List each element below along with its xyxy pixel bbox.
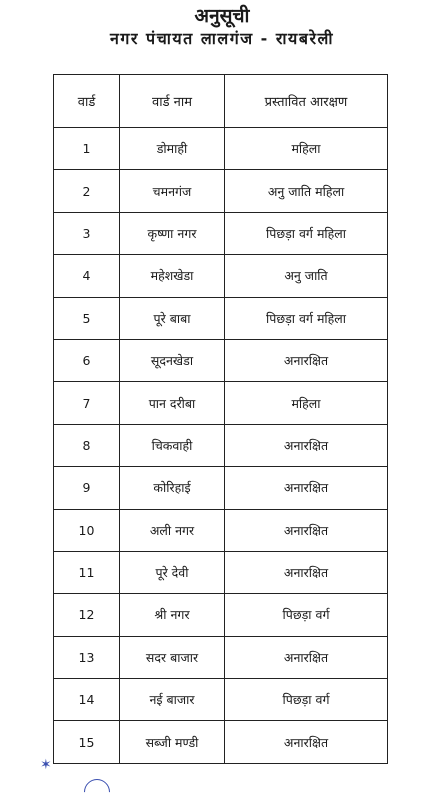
table-row: [54, 594, 388, 636]
cell-reservation: पिछड़ा वर्ग: [225, 594, 388, 636]
cell-reservation: अनारक्षित: [225, 551, 388, 593]
table-row: [54, 255, 388, 297]
cell-reservation: अनारक्षित: [225, 339, 388, 381]
table-row: [54, 297, 388, 339]
cell-reservation: पिछड़ा वर्ग: [225, 679, 388, 721]
cell-ward-name: महेशखेडा: [120, 255, 225, 297]
cell-ward-name: सब्जी मण्डी: [120, 721, 225, 763]
document-subtitle: नगर पंचायत लालगंज - रायबरेली: [109, 29, 334, 48]
cell-ward-name: कृष्णा नगर: [120, 212, 225, 254]
table-row: [54, 339, 388, 381]
cell-reservation: अनारक्षित: [225, 509, 388, 551]
table-row: [54, 212, 388, 254]
cell-ward: 4: [54, 255, 120, 297]
column-header-ward-name: वार्ड नाम: [120, 75, 225, 128]
cell-ward: 3: [54, 212, 120, 254]
cell-ward: 12: [54, 594, 120, 636]
cell-ward-name: कोरिहाई: [120, 467, 225, 509]
table-row: [54, 509, 388, 551]
cell-reservation: महिला: [225, 128, 388, 170]
table-row: [54, 170, 388, 212]
cell-ward: 10: [54, 509, 120, 551]
pen-arc-icon: [79, 774, 116, 810]
column-header-ward: वार्ड: [54, 75, 120, 128]
table-row: [54, 679, 388, 721]
cell-ward: 1: [54, 128, 120, 170]
table-row: [54, 551, 388, 593]
cell-ward-name: नई बाजार: [120, 679, 225, 721]
cell-reservation: अनारक्षित: [225, 424, 388, 466]
cell-ward-name: सूदनखेडा: [120, 339, 225, 381]
cell-ward-name: श्री नगर: [120, 594, 225, 636]
column-header-reservation: प्रस्तावित आरक्षण: [225, 75, 388, 128]
cell-reservation: अनारक्षित: [225, 467, 388, 509]
cell-reservation: पिछड़ा वर्ग महिला: [225, 297, 388, 339]
cell-ward: 2: [54, 170, 120, 212]
cell-reservation: महिला: [225, 382, 388, 424]
cell-ward: 11: [54, 551, 120, 593]
cell-ward-name: अली नगर: [120, 509, 225, 551]
cell-reservation: अनारक्षित: [225, 636, 388, 678]
cell-reservation: अनु जाति: [225, 255, 388, 297]
star-icon: ✶: [40, 757, 52, 773]
cell-ward: 5: [54, 297, 120, 339]
table-row: [54, 128, 388, 170]
cell-ward-name: सदर बाजार: [120, 636, 225, 678]
table-body: [54, 128, 388, 764]
cell-reservation: अनारक्षित: [225, 721, 388, 763]
cell-ward: 9: [54, 467, 120, 509]
table-row: [54, 424, 388, 466]
cell-reservation: अनु जाति महिला: [225, 170, 388, 212]
cell-ward: 8: [54, 424, 120, 466]
table-header-row: [54, 75, 388, 128]
cell-ward-name: डोमाही: [120, 128, 225, 170]
table-row: [54, 467, 388, 509]
cell-ward: 6: [54, 339, 120, 381]
ward-reservation-table: [53, 74, 388, 764]
cell-ward-name: पूरे देवी: [120, 551, 225, 593]
cell-ward-name: पान दरीबा: [120, 382, 225, 424]
cell-ward-name: चमनगंज: [120, 170, 225, 212]
cell-ward-name: पूरे बाबा: [120, 297, 225, 339]
cell-ward: 13: [54, 636, 120, 678]
cell-ward-name: चिकवाही: [120, 424, 225, 466]
document-title: अनुसूची: [194, 5, 250, 27]
table-row: [54, 721, 388, 763]
table-row: [54, 636, 388, 678]
cell-reservation: पिछड़ा वर्ग महिला: [225, 212, 388, 254]
cell-ward: 7: [54, 382, 120, 424]
cell-ward: 15: [54, 721, 120, 763]
table-row: [54, 382, 388, 424]
cell-ward: 14: [54, 679, 120, 721]
